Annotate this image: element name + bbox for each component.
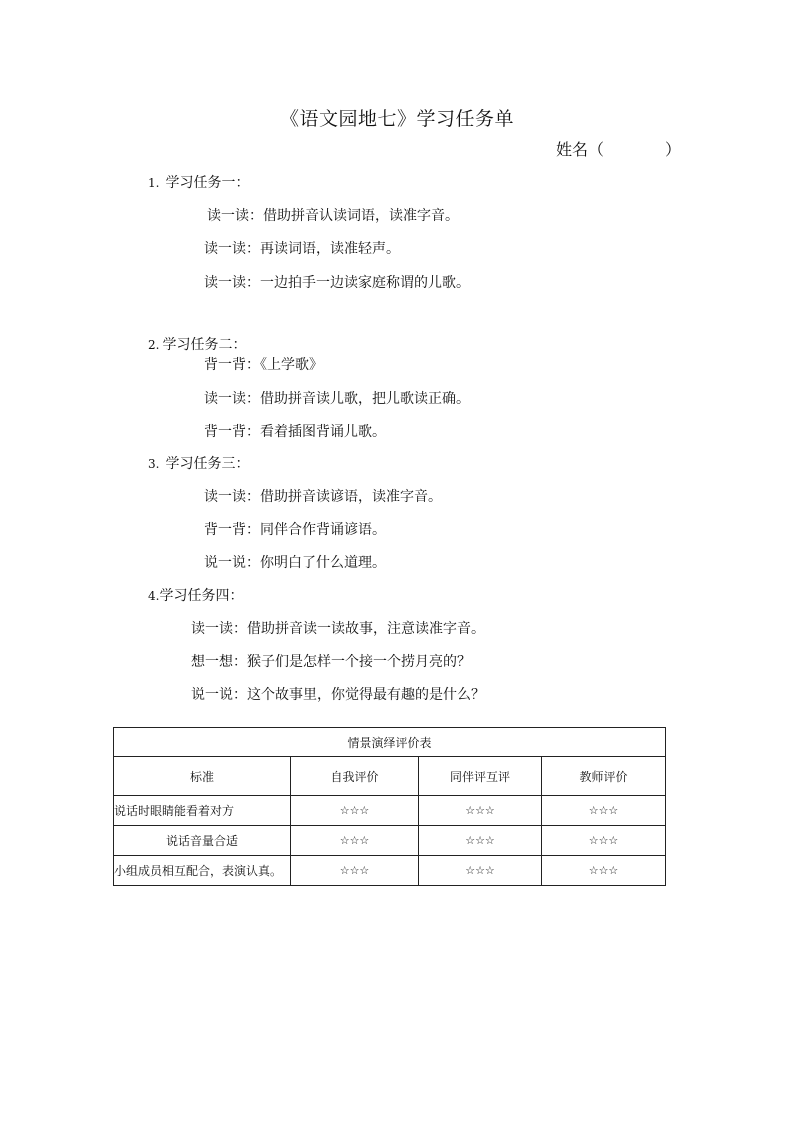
peer-rating: ☆☆☆ <box>419 856 542 886</box>
task-4-title: 学习任务四： <box>159 588 244 604</box>
self-rating: ☆☆☆ <box>291 856 419 886</box>
task-4-item-3: 说一说：这个故事里，你觉得最有趣的是什么？ <box>191 687 485 703</box>
task-1-heading <box>148 172 249 192</box>
teacher-rating: ☆☆☆ <box>542 856 666 886</box>
task-2-title: 学习任务二： <box>162 337 247 353</box>
teacher-rating: ☆☆☆ <box>542 796 666 826</box>
task-2-number: 2. <box>148 338 160 352</box>
task-4-heading <box>148 585 243 605</box>
evaluation-table-title: 情景演绎评价表 <box>114 728 666 757</box>
task-1-number: 1. <box>148 176 160 190</box>
teacher-rating: ☆☆☆ <box>542 826 666 856</box>
task-2-item-2: 读一读：借助拼音读儿歌，把儿歌读正确。 <box>204 391 470 407</box>
criterion-cell: 小组成员相互配合，表演认真。 <box>114 856 291 886</box>
header-self: 自我评价 <box>291 757 419 796</box>
task-1-item-1: 读一读：借助拼音认读词语，读准字音。 <box>207 208 459 224</box>
criterion-cell: 说话时眼睛能看着对方 <box>114 796 291 826</box>
task-2-item-1: 背一背：《上学歌》 <box>204 357 323 373</box>
task-4-item-2: 想一想：猴子们是怎样一个接一个捞月亮的？ <box>191 654 471 670</box>
task-3-item-1: 读一读：借助拼音读谚语，读准字音。 <box>204 489 442 505</box>
peer-rating: ☆☆☆ <box>419 796 542 826</box>
evaluation-table <box>113 727 666 886</box>
task-4-item-1: 读一读：借助拼音读一读故事，注意读准字音。 <box>191 621 485 637</box>
task-2-item-3: 背一背：看着插图背诵儿歌。 <box>204 424 386 440</box>
criterion-cell: 说话音量合适 <box>114 826 291 856</box>
table-row <box>114 826 666 856</box>
task-2-heading <box>148 334 246 354</box>
task-1-title: 学习任务一： <box>165 175 250 191</box>
task-3-title: 学习任务三： <box>165 456 250 472</box>
peer-rating: ☆☆☆ <box>419 826 542 856</box>
page-title: 《语文园地七》学习任务单 <box>279 108 514 130</box>
task-3-heading <box>148 453 249 473</box>
task-3-number: 3. <box>148 457 160 471</box>
task-3-item-2: 背一背：同伴合作背诵谚语。 <box>204 522 386 538</box>
table-row <box>114 856 666 886</box>
header-teacher: 教师评价 <box>542 757 666 796</box>
self-rating: ☆☆☆ <box>291 796 419 826</box>
task-1-item-2: 读一读：再读词语，读准轻声。 <box>204 241 400 257</box>
header-criterion: 标准 <box>114 757 291 796</box>
task-3-item-3: 说一说：你明白了什么道理。 <box>204 555 386 571</box>
self-rating: ☆☆☆ <box>291 826 419 856</box>
name-field: 姓名（ ） <box>556 140 682 159</box>
task-4-number: 4. <box>148 589 160 603</box>
header-peer: 同伴评互评 <box>419 757 542 796</box>
table-row <box>114 796 666 826</box>
task-1-item-3: 读一读：一边拍手一边读家庭称谓的儿歌。 <box>204 275 470 291</box>
